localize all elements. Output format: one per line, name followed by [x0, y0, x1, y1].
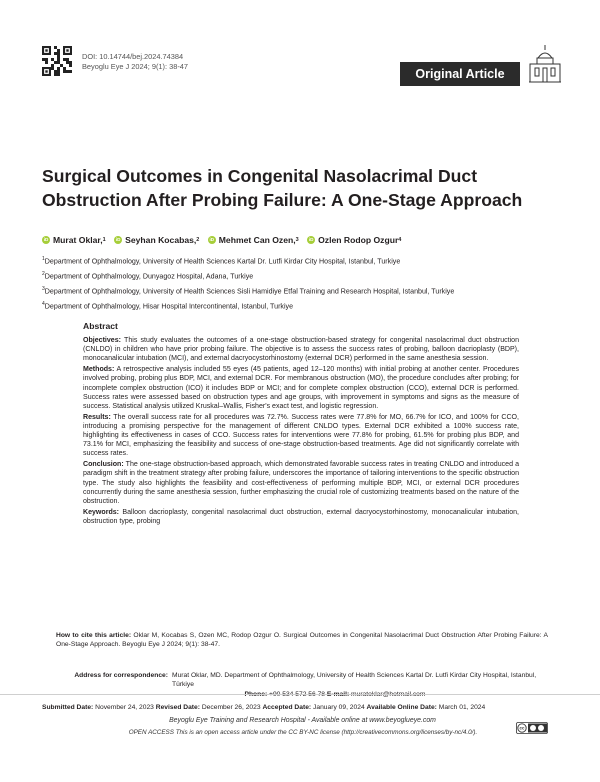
article-meta: [82, 52, 188, 72]
section-text: The one-stage obstruction-based approach, which demonstrated favorable success rates in treating CNLDO and introduced a paradigm shift in the treatment strategy after probing failure, underscores the importance of tailoring interventions to the specific obstruction type. The study also highlights the feasibility and cost-effectiveness of performing multiple BDP, MCI, or external DCR procedures concurrently during the same anesthesia session, further emphasizing the crucial role of customizing treatments based on the nature of the obstruction.: [83, 461, 519, 505]
section-label: Keywords:: [83, 508, 120, 516]
affiliation-text: Department of Ophthalmology, Hisar Hospital Intercontinental, Istanbul, Turkiye: [44, 302, 294, 311]
affiliation-ref: 3: [295, 237, 299, 243]
affiliation: [42, 283, 562, 298]
section-text: Balloon dacrioplasty, congenital nasolacrimal duct obstruction, external dacryocystorhinostomy, monocanalicular intubation, obstruction type, probing: [83, 508, 519, 525]
author-name: Murat Oklar,: [53, 235, 103, 245]
correspondence-address-row: [70, 671, 540, 690]
abstract-keywords: [83, 508, 519, 526]
section-label: Conclusion:: [83, 461, 124, 469]
affiliation-number: 2: [42, 271, 45, 278]
affiliation-ref: 4: [398, 237, 402, 243]
author-list: [42, 233, 562, 245]
abstract-results: [83, 413, 519, 458]
section-text: A retrospective analysis included 55 eyes (45 patients, aged 12–120 months) with initial probing at another center. Procedures involved probing, probing plus BDP, MCI, and external DCR. For membranous obstruction (MO), the procedure concludes after probing; for incomplete complex obstruction (ICO) it includes BDP or MCI; and for complete complex obstruction (CCO), external DCR is performed. Success rates were assessed based on obstruction types and age groups, with improvement in symptoms and signs as the measure of success. Statistical analysis utilized Kruskal–Wallis, Fisher's exact test, and logistic regression.: [83, 366, 519, 410]
affiliation-text: Department of Ophthalmology, Dunyagoz Hospital, Adana, Turkiye: [44, 272, 254, 281]
affiliation: [42, 253, 562, 268]
affiliation: [42, 268, 562, 283]
doi-text[interactable]: DOI: 10.14744/bej.2024.74384: [82, 52, 184, 61]
orcid-icon[interactable]: iD: [43, 237, 49, 242]
abstract-objectives: [83, 336, 519, 363]
affiliation-number: 3: [42, 286, 45, 293]
accepted-label: Accepted Date:: [262, 704, 312, 711]
cite-text: Oklar M, Kocabas S, Ozen MC, Rodop Ozgur O. Surgical Outcomes in Congenital Nasolacrimal Duct Obstruction After Probing Failure: A One-Stage Approach. Beyoglu Eye J 2024; 9(1): 38-47.: [56, 632, 548, 649]
affiliation-ref: 1: [102, 237, 106, 243]
cite-label: How to cite this article:: [56, 632, 132, 639]
section-text: This study evaluates the outcomes of a one-stage obstruction-based strategy for congenital nasolacrimal duct obstruction (CNLDO) in children who have prior probing failure. The objective is to assess the success rates of probing, balloon dacrioplasty (BDP), monocanalicular intubation (MCI), and external dacryocystorhinostomy (external DCR) performed in the same anesthesia session.: [83, 337, 519, 363]
affiliation-list: [42, 253, 562, 313]
orcid-icon[interactable]: iD: [115, 237, 121, 242]
section-label: Objectives:: [83, 337, 121, 345]
revised-label: Revised Date:: [155, 704, 200, 711]
affiliation-text: Department of Ophthalmology, University of Health Sciences Sisli Hamidiye Etfal Training and Research Hospital, Istanbul, Turkiye: [44, 287, 455, 296]
section-text: The overall success rate for all procedures was 72.7%. Success rates were 77.8% for MO, 66.7% for ICO, and 100% for CCO, introducing a promising perspective for the management of different CNLDO types. External DCR exhibited a 100% success rate, highlighting its effectiveness in cases of CCO. Success rates for interventions were 77.8% for probing, 61.5% for probing plus BDP, and 73.1% for MCI, emphasizing the feasibility and success of one-stage obstruction-based treatments. Age did not significantly correlate with success rates.: [83, 413, 519, 458]
article-dates: [42, 704, 562, 711]
section-label: Methods:: [83, 366, 115, 374]
affiliation: [42, 298, 562, 313]
cc-glyph: cc: [519, 725, 525, 731]
hospital-building-logo-icon: [527, 44, 563, 86]
orcid-icon[interactable]: iD: [209, 237, 215, 242]
footer-divider: [0, 694, 600, 695]
qr-code-icon: [42, 46, 72, 76]
cc-by-nc-license-icon[interactable]: [516, 722, 548, 734]
orcid-icon[interactable]: iD: [308, 237, 314, 242]
abstract-heading: Abstract: [83, 321, 118, 331]
open-access-license: OPEN ACCESS This is an open access article under the CC BY-NC license (http://creativecommons.org/licenses/by-nc/4.0/).: [128, 729, 478, 736]
revised-date: December 26, 2023: [201, 704, 261, 711]
submitted-label: Submitted Date:: [42, 704, 94, 711]
author-name: Seyhan Kocabas,: [125, 235, 197, 245]
author[interactable]: [208, 235, 299, 245]
abstract-conclusion: [83, 460, 519, 505]
author[interactable]: [42, 235, 106, 245]
article-title: Surgical Outcomes in Congenital Nasolacrimal Duct Obstruction After Probing Failure: A One-Stage Approach: [42, 166, 523, 210]
author[interactable]: [307, 235, 401, 245]
abstract-methods: [83, 365, 519, 410]
accepted-date: January 09, 2024: [313, 704, 365, 711]
journal-citation: Beyoglu Eye J 2024; 9(1): 38-47: [82, 62, 188, 71]
author[interactable]: [114, 235, 199, 245]
publisher-line: Beyoglu Eye Training and Research Hospital - Available online at www.beyoglueye.com: [169, 717, 436, 724]
corr-address: Murat Oklar, MD. Department of Ophthalmology, University of Health Sciences Kartal Dr. Lutfi Kirdar City Hospital, Istanbul, Türkiye: [172, 672, 537, 689]
corr-label: Address for correspondence:: [74, 672, 168, 679]
how-to-cite: [56, 631, 548, 650]
affiliation-number: 1: [42, 256, 45, 262]
online-date: March 01, 2024: [438, 704, 486, 711]
abstract: [83, 322, 519, 526]
affiliation-number: 4: [42, 301, 45, 308]
section-label: Results:: [83, 413, 111, 421]
article-type-badge: Original Article: [400, 62, 520, 86]
submitted-date: November 24, 2023: [95, 704, 154, 711]
author-name: Ozlen Rodop Ozgur: [318, 235, 399, 245]
affiliation-text: Department of Ophthalmology, University of Health Sciences Kartal Dr. Lutfi Kirdar City Hospital, Istanbul, Turkiye: [44, 257, 401, 266]
online-label: Available Online Date:: [366, 704, 437, 711]
affiliation-ref: 2: [196, 237, 200, 243]
author-name: Mehmet Can Ozen,: [218, 235, 296, 245]
